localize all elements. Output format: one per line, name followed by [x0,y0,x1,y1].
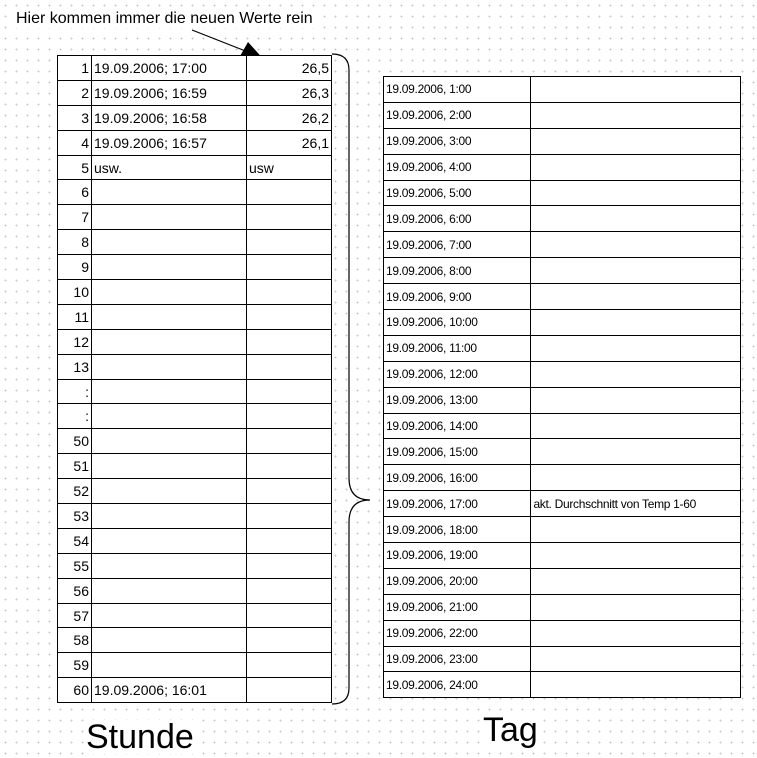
stunde-row [58,155,332,180]
curly-brace [332,54,370,704]
stunde-row-value [247,304,332,329]
tag-row-datetime: 19.09.2006, 12:00 [384,361,531,387]
tag-row [384,77,741,103]
tag-row [384,439,741,465]
stunde-row-datetime: usw. [92,155,247,180]
stunde-row [58,603,332,628]
tag-row [384,517,741,543]
tag-row [384,284,741,310]
stunde-row-value: 26,2 [247,105,332,130]
stunde-row-number: 54 [58,528,92,553]
stunde-row-value [247,528,332,553]
stunde-row-datetime [92,628,247,653]
stunde-row [58,528,332,553]
stunde-row-value [247,280,332,305]
stunde-table [57,55,332,703]
tag-row-value [531,128,741,154]
tag-row-datetime: 19.09.2006, 17:00 [384,491,531,517]
stunde-row-datetime [92,404,247,429]
stunde-row-number: 52 [58,479,92,504]
stunde-row-datetime [92,429,247,454]
annotation-text: Hier kommen immer die neuen Werte rein [16,10,313,27]
tag-row-value [531,620,741,646]
stunde-row-value [247,180,332,205]
tag-row-datetime: 19.09.2006, 5:00 [384,180,531,206]
stunde-row-number: 4 [58,130,92,155]
stunde-row [58,429,332,454]
stunde-row-value: 26,5 [247,56,332,81]
stunde-row-datetime [92,280,247,305]
stunde-row-number: : [58,404,92,429]
tag-row-value [531,310,741,336]
tag-row-value: akt. Durchschnitt von Temp 1-60 [531,491,741,517]
tag-row-datetime: 19.09.2006, 13:00 [384,387,531,413]
stunde-row-number: 55 [58,553,92,578]
tag-row-datetime: 19.09.2006, 22:00 [384,620,531,646]
tag-row-value [531,594,741,620]
stunde-row-value [247,578,332,603]
stunde-row-value [247,603,332,628]
stunde-row [58,578,332,603]
stunde-row-datetime [92,304,247,329]
stunde-row [58,80,332,105]
tag-row-datetime: 19.09.2006, 3:00 [384,128,531,154]
tag-table [383,76,741,698]
tag-row-datetime: 19.09.2006, 8:00 [384,258,531,284]
stunde-row-datetime: 19.09.2006; 16:58 [92,105,247,130]
stunde-row-number: 10 [58,280,92,305]
stunde-row [58,280,332,305]
stunde-row-number: 50 [58,429,92,454]
stunde-row-value [247,329,332,354]
stunde-row-datetime [92,454,247,479]
stunde-row-number: 59 [58,653,92,678]
stunde-row-value: usw [247,155,332,180]
tag-row-datetime: 19.09.2006, 6:00 [384,206,531,232]
stunde-row-datetime [92,528,247,553]
tag-row-value [531,465,741,491]
stunde-row-number: 5 [58,155,92,180]
tag-row [384,387,741,413]
stunde-row-number: 60 [58,678,92,703]
stunde-row-datetime [92,653,247,678]
stunde-row-datetime: 19.09.2006; 16:01 [92,678,247,703]
tag-row-value [531,439,741,465]
tag-row-datetime: 19.09.2006, 20:00 [384,568,531,594]
stunde-row [58,354,332,379]
stunde-row-value: 26,3 [247,80,332,105]
stunde-row-number: : [58,379,92,404]
tag-row-datetime: 19.09.2006, 21:00 [384,594,531,620]
tag-row [384,594,741,620]
stunde-row-datetime [92,180,247,205]
stunde-row [58,454,332,479]
stunde-row-value [247,479,332,504]
tag-row [384,335,741,361]
tag-row [384,258,741,284]
stunde-row [58,329,332,354]
stunde-row [58,130,332,155]
tag-row-value [531,258,741,284]
stunde-row-value [247,628,332,653]
stunde-row [58,105,332,130]
stunde-row-number: 13 [58,354,92,379]
tag-row-datetime: 19.09.2006, 7:00 [384,232,531,258]
stunde-row-datetime [92,603,247,628]
stunde-row [58,504,332,529]
stunde-row-number: 51 [58,454,92,479]
stunde-row-datetime [92,329,247,354]
tag-row-datetime: 19.09.2006, 14:00 [384,413,531,439]
tag-row [384,154,741,180]
stunde-row-value [247,653,332,678]
stunde-row-value [247,354,332,379]
stunde-row [58,628,332,653]
tag-row-value [531,154,741,180]
tag-row [384,646,741,672]
annotation-arrow [192,30,248,52]
tag-row [384,232,741,258]
tag-row [384,180,741,206]
stunde-row [58,379,332,404]
tag-row-value [531,77,741,103]
tag-row [384,568,741,594]
tag-row-value [531,646,741,672]
stunde-row-datetime [92,553,247,578]
stunde-row [58,205,332,230]
stunde-row-value [247,429,332,454]
stunde-row-value [247,553,332,578]
stunde-row-number: 1 [58,56,92,81]
stunde-row [58,553,332,578]
stunde-row-datetime [92,504,247,529]
tag-row [384,102,741,128]
tag-row-value [531,284,741,310]
tag-row [384,310,741,336]
tag-row [384,128,741,154]
tag-row-value [531,543,741,569]
tag-row-value [531,180,741,206]
stunde-row-value [247,404,332,429]
tag-row [384,206,741,232]
stunde-row-datetime [92,379,247,404]
tag-row-value [531,387,741,413]
stunde-caption: Stunde [86,718,194,756]
tag-row-datetime: 19.09.2006, 11:00 [384,335,531,361]
stunde-row-datetime: 19.09.2006; 16:59 [92,80,247,105]
stunde-row-number: 58 [58,628,92,653]
tag-row-datetime: 19.09.2006, 4:00 [384,154,531,180]
stunde-row-number: 6 [58,180,92,205]
stunde-row-datetime [92,578,247,603]
stunde-row-number: 11 [58,304,92,329]
stunde-row [58,653,332,678]
tag-row-datetime: 19.09.2006, 16:00 [384,465,531,491]
tag-row [384,491,741,517]
stunde-row [58,180,332,205]
stunde-row-number: 12 [58,329,92,354]
tag-row-value [531,413,741,439]
tag-row-datetime: 19.09.2006, 9:00 [384,284,531,310]
tag-row-datetime: 19.09.2006, 24:00 [384,672,531,698]
tag-row-value [531,335,741,361]
tag-caption: Tag [483,711,538,749]
stunde-row-value [247,255,332,280]
tag-row-datetime: 19.09.2006, 23:00 [384,646,531,672]
stunde-row-value [247,454,332,479]
stunde-row [58,230,332,255]
tag-row-datetime: 19.09.2006, 10:00 [384,310,531,336]
stunde-row-datetime [92,205,247,230]
stunde-row-number: 9 [58,255,92,280]
stunde-row [58,404,332,429]
stunde-row [58,678,332,703]
tag-row-value [531,361,741,387]
stunde-row-datetime: 19.09.2006; 16:57 [92,130,247,155]
tag-row [384,620,741,646]
stunde-row-number: 2 [58,80,92,105]
tag-row-datetime: 19.09.2006, 18:00 [384,517,531,543]
stunde-row-number: 7 [58,205,92,230]
stunde-row-datetime [92,255,247,280]
stunde-row-value [247,230,332,255]
tag-row-datetime: 19.09.2006, 2:00 [384,102,531,128]
stunde-row [58,255,332,280]
tag-row-value [531,672,741,698]
tag-row [384,465,741,491]
stunde-row-number: 3 [58,105,92,130]
stunde-row-number: 53 [58,504,92,529]
tag-row-value [531,206,741,232]
stunde-row [58,479,332,504]
tag-row-value [531,568,741,594]
stunde-row-value [247,678,332,703]
stunde-row-number: 56 [58,578,92,603]
tag-row-value [531,517,741,543]
tag-row-value [531,102,741,128]
stunde-row [58,304,332,329]
stunde-row-value [247,205,332,230]
stunde-row [58,56,332,81]
stunde-row-datetime [92,479,247,504]
stunde-row-datetime: 19.09.2006; 17:00 [92,56,247,81]
stunde-row-value [247,504,332,529]
tag-row-datetime: 19.09.2006, 19:00 [384,543,531,569]
stunde-row-datetime [92,354,247,379]
tag-row-value [531,232,741,258]
tag-row-datetime: 19.09.2006, 1:00 [384,77,531,103]
stunde-row-number: 8 [58,230,92,255]
tag-row [384,543,741,569]
stunde-row-value [247,379,332,404]
tag-row [384,413,741,439]
stunde-row-datetime [92,230,247,255]
tag-row [384,672,741,698]
stunde-row-number: 57 [58,603,92,628]
tag-row-datetime: 19.09.2006, 15:00 [384,439,531,465]
stunde-row-value: 26,1 [247,130,332,155]
tag-row [384,361,741,387]
